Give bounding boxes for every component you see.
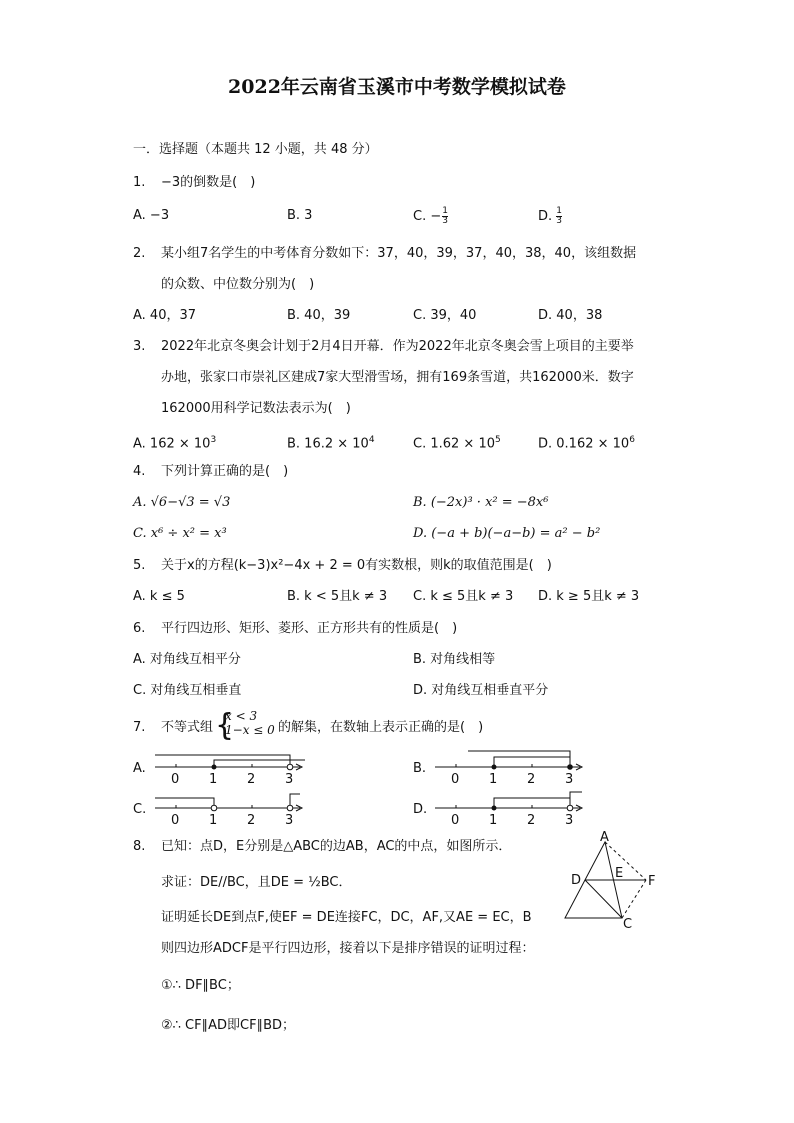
q6-stem: 平行四边形、矩形、菱形、正方形共有的性质是( ) bbox=[161, 621, 458, 636]
q3-stem-line2: 办地，张家口市崇礼区建成7家大型滑雪场，拥有169条雪道，共162000米．数字 bbox=[161, 370, 634, 385]
tick-1: 1 bbox=[489, 772, 498, 787]
q3-option-a[interactable]: A. $162 \times 10^3$ bbox=[133, 435, 217, 452]
page-title: 2022年云南省玉溪市中考数学模拟试卷 bbox=[228, 76, 566, 98]
q2-option-c[interactable]: C. 39，40 bbox=[413, 308, 477, 323]
q4-option-d[interactable]: D. (−a + b)(−a−b) = a² − b² bbox=[413, 526, 601, 541]
label-E: E bbox=[615, 866, 624, 881]
q7-option-b-label[interactable]: B. bbox=[413, 761, 427, 776]
q8-line3: 证明延长DE到点F,使EF = DE连接FC，DC，AF,又AE = EC，B bbox=[161, 910, 532, 925]
tick-2: 2 bbox=[527, 813, 536, 828]
tick-3: 3 bbox=[285, 813, 294, 828]
q7-numberline-c[interactable] bbox=[150, 786, 310, 831]
q4-stem: 下列计算正确的是( ) bbox=[161, 464, 289, 479]
q1-option-a[interactable]: A. −3 bbox=[133, 208, 170, 223]
q2-option-d[interactable]: D. 40，38 bbox=[538, 308, 603, 323]
closed-dot bbox=[567, 764, 573, 770]
q4-option-c[interactable]: C. x⁶ ÷ x² = x³ bbox=[133, 526, 227, 541]
open-dot bbox=[287, 764, 293, 770]
q1-c-frac-num: 1 bbox=[442, 206, 448, 216]
q2-option-b[interactable]: B. 40，39 bbox=[287, 308, 351, 323]
tick-2: 2 bbox=[247, 813, 256, 828]
q7-numberline-d[interactable] bbox=[430, 786, 590, 831]
q3-option-b[interactable]: B. $16.2 \times 10^4$ bbox=[287, 435, 375, 452]
q7-ineq2: 1−x ≤ 0 bbox=[225, 723, 275, 737]
q7-numberline-b[interactable] bbox=[430, 745, 590, 790]
q7-ineq1: x < 3 bbox=[225, 709, 258, 723]
open-dot bbox=[567, 805, 573, 811]
q7-number: 7. bbox=[133, 720, 146, 735]
q1-number: 1. bbox=[133, 175, 146, 190]
tick-2: 2 bbox=[247, 772, 256, 787]
q6-option-c[interactable]: C. 对角线互相垂直 bbox=[133, 683, 242, 698]
q7-option-c-label[interactable]: C. bbox=[133, 802, 147, 817]
q1-d-frac-num: 1 bbox=[556, 206, 563, 216]
q8-triangle-figure bbox=[560, 830, 670, 930]
tick-0: 0 bbox=[171, 813, 180, 828]
tick-0: 0 bbox=[451, 813, 460, 828]
label-D: D bbox=[571, 873, 582, 888]
q8-line1: 已知：点D，E分别是△ABC的边AB，AC的中点，如图所示． bbox=[161, 839, 512, 854]
q8-number: 8. bbox=[133, 839, 146, 854]
q1-option-c[interactable]: C. − $\frac{1}{3}$ bbox=[413, 206, 448, 226]
q7-option-d-label[interactable]: D. bbox=[413, 802, 428, 817]
q5-option-a[interactable]: A. k ≤ 5 bbox=[133, 589, 185, 604]
q4-option-b[interactable]: B. (−2x)³ · x² = −8x⁶ bbox=[413, 495, 549, 510]
q8-line4: 则四边形ADCF是平行四边形，接着以下是排序错误的证明过程： bbox=[161, 941, 535, 956]
q3-option-c[interactable]: C. $1.62 \times 10^5$ bbox=[413, 435, 501, 452]
label-C: C bbox=[623, 917, 633, 930]
q5-option-b[interactable]: B. k < 5且k ≠ 3 bbox=[287, 589, 388, 604]
q2-number: 2. bbox=[133, 246, 146, 261]
q5-number: 5. bbox=[133, 558, 146, 573]
q4-option-a[interactable]: A. √6−√3 = √3 bbox=[133, 495, 231, 510]
q2-stem-line1: 某小组7名学生的中考体育分数如下：37，40，39，37，40，38，40，该组数据 bbox=[161, 246, 637, 261]
tick-0: 0 bbox=[451, 772, 460, 787]
label-F: F bbox=[648, 874, 656, 889]
tick-2: 2 bbox=[527, 772, 536, 787]
q1-c-frac-den: 3 bbox=[442, 216, 448, 226]
q1-d-frac-den: 3 bbox=[556, 216, 563, 226]
q6-option-a[interactable]: A. 对角线互相平分 bbox=[133, 652, 241, 667]
q7-brace: { bbox=[215, 708, 235, 743]
q6-option-d[interactable]: D. 对角线互相垂直平分 bbox=[413, 683, 549, 698]
q8-step1: ①∴ DF∥BC； bbox=[161, 978, 240, 993]
closed-dot bbox=[492, 765, 497, 770]
q5-option-c[interactable]: C. k ≤ 5且k ≠ 3 bbox=[413, 589, 514, 604]
label-A: A bbox=[600, 830, 609, 845]
q3-stem-line3: 162000用科学记数法表示为( ) bbox=[161, 401, 351, 416]
q7-option-a-label[interactable]: A. bbox=[133, 761, 146, 776]
q3-stem-line1: 2022年北京冬奥会计划于2月4日开幕．作为2022年北京冬奥会雪上项目的主要举 bbox=[161, 339, 634, 354]
q1-stem: −3的倒数是( ) bbox=[161, 175, 256, 190]
q5-stem: 关于x的方程(k−3)x²−4x + 2 = 0有实数根，则k的取值范围是( ) bbox=[161, 558, 552, 573]
q7-pre: 不等式组 bbox=[161, 720, 214, 735]
q8-line2: 求证：DE//BC，且DE = ½BC． bbox=[161, 875, 352, 890]
open-dot bbox=[287, 805, 293, 811]
q7-numberline-a[interactable] bbox=[150, 745, 310, 790]
q4-number: 4. bbox=[133, 464, 146, 479]
q3-option-d[interactable]: D. $0.162 \times 10^6$ bbox=[538, 435, 635, 452]
q7-post: 的解集，在数轴上表示正确的是( ) bbox=[278, 720, 484, 735]
q8-step2: ②∴ CF∥AD即CF∥BD； bbox=[161, 1018, 295, 1033]
tick-1: 1 bbox=[209, 813, 218, 828]
q2-stem-line2: 的众数、中位数分别为( ) bbox=[161, 277, 315, 292]
tick-3: 3 bbox=[565, 813, 574, 828]
open-dot bbox=[211, 805, 217, 811]
closed-dot bbox=[212, 765, 217, 770]
tick-1: 1 bbox=[489, 813, 498, 828]
q1-option-d[interactable]: D. $\frac{1}{3}$ bbox=[538, 206, 563, 226]
q6-number: 6. bbox=[133, 621, 146, 636]
q5-option-d[interactable]: D. k ≥ 5且k ≠ 3 bbox=[538, 589, 640, 604]
section-heading: 一．选择题（本题共 12 小题，共 48 分） bbox=[133, 142, 378, 157]
q3-number: 3. bbox=[133, 339, 146, 354]
q6-option-b[interactable]: B. 对角线相等 bbox=[413, 652, 496, 667]
tick-1: 1 bbox=[209, 772, 218, 787]
tick-0: 0 bbox=[171, 772, 180, 787]
tick-3: 3 bbox=[285, 772, 294, 787]
q2-option-a[interactable]: A. 40，37 bbox=[133, 308, 197, 323]
q1-option-b[interactable]: B. 3 bbox=[287, 208, 313, 223]
tick-3: 3 bbox=[565, 772, 574, 787]
closed-dot bbox=[492, 806, 497, 811]
